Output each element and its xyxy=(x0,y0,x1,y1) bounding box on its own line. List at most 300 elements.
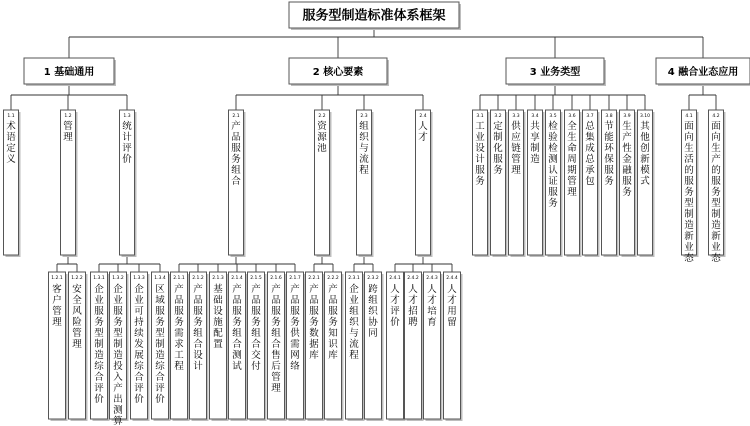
label-char: 组 xyxy=(359,121,369,132)
label-char: 测 xyxy=(548,154,558,165)
label-char: 式 xyxy=(640,176,650,187)
label-char: 服 xyxy=(251,306,261,317)
item-number: 4.2 xyxy=(712,114,720,119)
label-char: 企 xyxy=(349,284,359,295)
label-char: 服 xyxy=(548,187,558,198)
label-char: 品 xyxy=(271,295,281,306)
label-char: 人 xyxy=(418,121,428,132)
label-char: 型 xyxy=(94,328,104,339)
label-char: 企 xyxy=(134,284,144,295)
category-4 xyxy=(656,58,750,86)
label-char: 评 xyxy=(122,143,132,154)
item-4-2 xyxy=(709,110,726,264)
label-char: 化 xyxy=(493,143,503,154)
label-char: 服 xyxy=(684,176,694,187)
label-char: 生 xyxy=(622,121,632,132)
item-number: 3.5 xyxy=(549,114,557,119)
subitem-number: 2.2.1 xyxy=(308,276,320,281)
label-char: 业 xyxy=(684,242,694,253)
label-char: 置 xyxy=(213,339,223,350)
item-number: 3.10 xyxy=(639,114,651,119)
label-char: 享 xyxy=(530,132,540,143)
label-char: 周 xyxy=(567,154,577,165)
subitem-2-3-2 xyxy=(365,272,384,421)
label-char: 造 xyxy=(155,350,165,361)
label-char: 制 xyxy=(493,132,503,143)
label-char: 测 xyxy=(113,405,123,416)
label-char: 域 xyxy=(155,295,165,306)
label-char: 设 xyxy=(213,306,223,317)
label-char: 制 xyxy=(155,339,165,350)
item-1-2 xyxy=(61,110,78,257)
label-char: 用 xyxy=(447,306,457,317)
item-3-1 xyxy=(473,110,490,257)
label-char: 认 xyxy=(548,165,558,176)
item-number: 1.2 xyxy=(64,114,72,119)
item-label xyxy=(684,121,694,264)
label-char: 产 xyxy=(232,284,242,295)
label-char: 务 xyxy=(271,317,281,328)
label-char: 池 xyxy=(317,143,327,154)
item-label xyxy=(604,120,614,187)
label-char: 工 xyxy=(475,121,485,132)
label-char: 程 xyxy=(349,350,359,361)
label-char: 设 xyxy=(193,350,203,361)
label-char: 综 xyxy=(134,361,144,372)
label-char: 品 xyxy=(290,295,300,306)
item-number: 3.2 xyxy=(494,114,502,119)
item-label xyxy=(711,121,721,264)
label-char: 型 xyxy=(684,198,694,209)
label-char: 制 xyxy=(530,143,540,154)
label-char: 品 xyxy=(251,295,261,306)
item-label xyxy=(475,121,485,187)
label-char: 新 xyxy=(640,154,650,165)
label-char: 计 xyxy=(122,132,132,143)
subitem-number: 2.3.1 xyxy=(348,276,360,281)
label-char: 型 xyxy=(711,198,721,209)
item-3-5 xyxy=(546,110,563,257)
subitem-2-4-4 xyxy=(444,272,463,421)
subitem-label xyxy=(52,283,62,328)
item-2-1 xyxy=(229,110,246,257)
label-char: 风 xyxy=(72,306,82,317)
label-char: 的 xyxy=(711,165,721,176)
item-number: 3.3 xyxy=(512,114,520,119)
item-number: 3.6 xyxy=(568,114,576,119)
label-char: 价 xyxy=(134,394,144,405)
label-char: 模 xyxy=(640,165,650,176)
label-char: 理 xyxy=(511,165,521,176)
label-char: 造 xyxy=(113,350,123,361)
label-char: 品 xyxy=(328,295,338,306)
item-label xyxy=(622,120,632,198)
label-char: 服 xyxy=(232,306,242,317)
label-char: 库 xyxy=(328,350,338,361)
label-char: 人 xyxy=(427,284,437,295)
subitem-label xyxy=(271,283,281,394)
label-char: 服 xyxy=(328,306,338,317)
label-char: 业 xyxy=(134,295,144,306)
item-label xyxy=(63,120,73,143)
label-char: 组 xyxy=(349,306,359,317)
label-char: 活 xyxy=(684,154,694,165)
label-char: 集 xyxy=(585,132,595,143)
label-char: 安 xyxy=(72,284,82,295)
item-2-2 xyxy=(315,110,332,257)
label-char: 发 xyxy=(134,339,144,350)
label-char: 合 xyxy=(134,372,144,383)
label-char: 库 xyxy=(309,350,319,361)
item-label xyxy=(548,120,558,209)
label-char: 管 xyxy=(72,328,82,339)
label-char: 投 xyxy=(113,361,123,372)
label-char: 资 xyxy=(317,121,327,132)
label-char: 型 xyxy=(155,328,165,339)
item-3-4 xyxy=(528,110,545,257)
subitem-2-3-1 xyxy=(346,272,365,421)
label-char: 全 xyxy=(567,121,577,132)
item-label xyxy=(511,120,521,176)
item-number: 3.7 xyxy=(586,114,594,119)
label-char: 需 xyxy=(174,328,184,339)
label-char: 区 xyxy=(155,284,165,295)
label-char: 务 xyxy=(231,154,241,165)
label-char: 成 xyxy=(585,143,595,154)
label-char: 才 xyxy=(447,295,457,306)
label-char: 持 xyxy=(134,317,144,328)
label-char: 工 xyxy=(174,350,184,361)
label-char: 产 xyxy=(309,284,319,295)
label-char: 管 xyxy=(52,306,62,317)
label-char: 务 xyxy=(113,317,123,328)
label-char: 制 xyxy=(94,339,104,350)
subitem-label xyxy=(232,283,242,372)
label-char: 制 xyxy=(684,209,694,220)
label-char: 管 xyxy=(567,176,577,187)
label-char: 基 xyxy=(213,284,223,295)
item-label xyxy=(640,120,650,187)
label-char: 评 xyxy=(134,383,144,394)
label-char: 的 xyxy=(684,165,694,176)
category-label: 1 基础通用 xyxy=(43,67,95,78)
label-char: 需 xyxy=(290,339,300,350)
subitem-2-1-5 xyxy=(248,272,267,421)
label-char: 造 xyxy=(684,220,694,231)
label-char: 户 xyxy=(52,295,62,306)
label-char: 语 xyxy=(6,132,16,143)
item-3-9 xyxy=(620,110,637,257)
subitem-number: 1.3.2 xyxy=(112,276,124,281)
subitem-number: 1.3.4 xyxy=(154,276,166,281)
label-char: 源 xyxy=(317,132,327,143)
label-char: 造 xyxy=(94,350,104,361)
label-char: 检 xyxy=(548,121,558,132)
label-char: 理 xyxy=(72,339,82,350)
subitem-number: 1.3.1 xyxy=(93,276,105,281)
label-char: 组 xyxy=(231,165,241,176)
subitem-number: 2.4.4 xyxy=(446,276,458,281)
label-char: 础 xyxy=(213,295,223,306)
item-number: 2.1 xyxy=(232,114,240,119)
subitem-1-2-1 xyxy=(49,272,68,421)
label-char: 全 xyxy=(72,295,82,306)
subitem-number: 2.4.1 xyxy=(389,276,401,281)
item-number: 3.8 xyxy=(605,114,613,119)
label-char: 组 xyxy=(251,328,261,339)
label-char: 人 xyxy=(447,284,457,295)
label-char: 造 xyxy=(530,154,540,165)
label-char: 服 xyxy=(231,143,241,154)
label-char: 管 xyxy=(511,154,521,165)
label-char: 其 xyxy=(640,121,650,132)
label-char: 产 xyxy=(328,284,338,295)
subitem-number: 2.1.5 xyxy=(250,276,262,281)
label-char: 合 xyxy=(155,372,165,383)
item-3-2 xyxy=(491,110,508,257)
label-char: 务 xyxy=(290,317,300,328)
label-char: 程 xyxy=(174,361,184,372)
label-char: 服 xyxy=(155,306,165,317)
label-char: 型 xyxy=(113,328,123,339)
label-char: 务 xyxy=(604,176,614,187)
item-2-3 xyxy=(357,110,374,257)
label-char: 义 xyxy=(6,154,16,165)
label-char: 产 xyxy=(113,383,123,394)
subitem-label xyxy=(94,283,104,405)
label-char: 面 xyxy=(684,121,694,132)
item-label xyxy=(585,120,595,187)
label-char: 测 xyxy=(232,350,242,361)
label-char: 品 xyxy=(193,295,203,306)
label-char: 总 xyxy=(585,154,595,165)
label-char: 态 xyxy=(711,253,721,264)
label-char: 企 xyxy=(94,284,104,295)
label-char: 务 xyxy=(193,317,203,328)
item-3-7 xyxy=(583,110,600,257)
label-char: 产 xyxy=(290,284,300,295)
label-char: 供 xyxy=(511,121,521,132)
label-char: 金 xyxy=(622,154,632,165)
label-char: 计 xyxy=(475,154,485,165)
label-char: 据 xyxy=(309,339,319,350)
label-char: 品 xyxy=(309,295,319,306)
label-char: 务 xyxy=(622,187,632,198)
label-char: 命 xyxy=(567,143,577,154)
subitem-2-1-7 xyxy=(287,272,306,421)
label-char: 务 xyxy=(94,317,104,328)
item-label xyxy=(359,121,369,176)
item-1-1 xyxy=(4,110,21,257)
label-char: 态 xyxy=(684,253,694,264)
label-char: 计 xyxy=(193,361,203,372)
label-char: 共 xyxy=(530,121,540,132)
subitem-2-2-1 xyxy=(306,272,325,421)
label-char: 性 xyxy=(622,143,632,154)
subitem-2-1-4 xyxy=(229,272,248,421)
label-char: 务 xyxy=(155,317,165,328)
label-char: 产 xyxy=(193,284,203,295)
label-char: 务 xyxy=(309,317,319,328)
label-char: 人 xyxy=(390,284,400,295)
item-label xyxy=(493,120,503,176)
label-char: 评 xyxy=(155,383,165,394)
label-char: 价 xyxy=(94,394,104,405)
label-char: 务 xyxy=(493,165,503,176)
label-char: 可 xyxy=(134,306,144,317)
item-number: 4.1 xyxy=(685,114,693,119)
item-label xyxy=(122,120,132,165)
label-char: 管 xyxy=(63,121,73,132)
label-char: 组 xyxy=(232,328,242,339)
label-char: 业 xyxy=(349,295,359,306)
category-3 xyxy=(506,58,606,86)
label-char: 合 xyxy=(232,339,242,350)
subitem-2-1-1 xyxy=(171,272,190,421)
label-char: 向 xyxy=(711,132,721,143)
label-char: 算 xyxy=(113,416,123,426)
label-char: 业 xyxy=(94,295,104,306)
label-char: 售 xyxy=(271,350,281,361)
label-char: 服 xyxy=(475,165,485,176)
label-char: 出 xyxy=(113,394,123,405)
label-char: 定 xyxy=(6,143,16,154)
label-char: 务 xyxy=(548,198,558,209)
item-3-10 xyxy=(638,110,655,257)
label-char: 求 xyxy=(174,339,184,350)
label-char: 验 xyxy=(548,132,558,143)
label-char: 付 xyxy=(251,361,261,372)
label-char: 综 xyxy=(155,361,165,372)
label-char: 才 xyxy=(418,132,428,143)
label-char: 评 xyxy=(94,383,104,394)
subitem-2-2-2 xyxy=(325,272,344,421)
subitem-2-4-2 xyxy=(405,272,424,421)
subitem-label xyxy=(328,283,338,361)
label-char: 服 xyxy=(290,306,300,317)
label-char: 合 xyxy=(193,339,203,350)
subitem-label xyxy=(251,283,261,372)
subitem-label xyxy=(134,283,144,405)
label-char: 跨 xyxy=(368,284,378,295)
item-number: 2.3 xyxy=(360,114,368,119)
subitem-2-1-6 xyxy=(268,272,287,421)
label-char: 业 xyxy=(711,242,721,253)
subitem-label xyxy=(427,283,437,328)
label-char: 聘 xyxy=(408,317,418,328)
label-char: 展 xyxy=(134,350,144,361)
subitem-label xyxy=(174,283,184,372)
label-char: 续 xyxy=(134,328,144,339)
label-char: 产 xyxy=(271,284,281,295)
label-char: 节 xyxy=(604,121,614,132)
label-char: 协 xyxy=(368,317,378,328)
label-char: 检 xyxy=(548,143,558,154)
label-char: 交 xyxy=(251,350,261,361)
label-char: 才 xyxy=(427,295,437,306)
label-char: 织 xyxy=(368,306,378,317)
item-3-8 xyxy=(602,110,619,257)
label-char: 管 xyxy=(271,372,281,383)
category-1 xyxy=(24,58,116,86)
label-char: 务 xyxy=(251,317,261,328)
subitem-label xyxy=(113,283,123,426)
label-char: 服 xyxy=(493,154,503,165)
category-label: 3 业务类型 xyxy=(529,67,581,78)
label-char: 流 xyxy=(359,154,369,165)
subitem-2-4-3 xyxy=(424,272,443,421)
label-char: 新 xyxy=(684,231,694,242)
label-char: 统 xyxy=(122,121,132,132)
label-char: 与 xyxy=(359,143,369,154)
subitem-label xyxy=(193,283,203,372)
label-char: 务 xyxy=(232,317,242,328)
subitem-1-3-2 xyxy=(110,272,129,426)
label-char: 期 xyxy=(567,165,577,176)
label-char: 制 xyxy=(113,339,123,350)
label-char: 业 xyxy=(475,132,485,143)
label-char: 同 xyxy=(368,328,378,339)
label-char: 合 xyxy=(94,372,104,383)
item-number: 3.1 xyxy=(476,114,484,119)
label-char: 合 xyxy=(251,339,261,350)
item-label xyxy=(567,120,577,198)
subitem-number: 2.4.2 xyxy=(407,276,419,281)
label-char: 育 xyxy=(427,317,437,328)
subitem-label xyxy=(155,284,165,405)
subitem-2-1-3 xyxy=(210,272,229,421)
label-char: 业 xyxy=(113,295,123,306)
label-char: 他 xyxy=(640,132,650,143)
subitem-2-1-2 xyxy=(190,272,209,421)
label-char: 培 xyxy=(427,306,437,317)
label-char: 留 xyxy=(447,317,457,328)
subitem-number: 2.1.4 xyxy=(231,276,243,281)
subitem-2-4-1 xyxy=(387,272,406,421)
label-char: 应 xyxy=(511,132,521,143)
subitem-1-3-4 xyxy=(152,272,171,421)
item-2-4 xyxy=(416,110,433,257)
label-char: 服 xyxy=(94,306,104,317)
label-char: 包 xyxy=(585,176,595,187)
label-char: 知 xyxy=(328,328,338,339)
label-char: 产 xyxy=(251,284,261,295)
label-char: 络 xyxy=(290,361,300,372)
subitem-number: 2.1.1 xyxy=(173,276,185,281)
item-number: 1.1 xyxy=(7,114,15,119)
subitem-number: 2.2.2 xyxy=(327,276,339,281)
item-3-3 xyxy=(509,110,526,257)
label-char: 新 xyxy=(711,231,721,242)
label-char: 融 xyxy=(622,165,632,176)
label-char: 定 xyxy=(493,121,503,132)
label-char: 设 xyxy=(475,143,485,154)
label-char: 理 xyxy=(52,317,62,328)
label-char: 生 xyxy=(711,143,721,154)
label-char: 组 xyxy=(193,328,203,339)
label-char: 能 xyxy=(604,132,614,143)
label-char: 织 xyxy=(349,317,359,328)
label-char: 组 xyxy=(368,295,378,306)
label-char: 保 xyxy=(604,154,614,165)
label-char: 组 xyxy=(271,328,281,339)
category-label: 2 核心要素 xyxy=(312,67,364,78)
label-char: 务 xyxy=(475,176,485,187)
item-1-3 xyxy=(120,110,137,257)
label-char: 面 xyxy=(711,121,721,132)
label-char: 价 xyxy=(390,317,400,328)
item-label xyxy=(6,120,16,165)
